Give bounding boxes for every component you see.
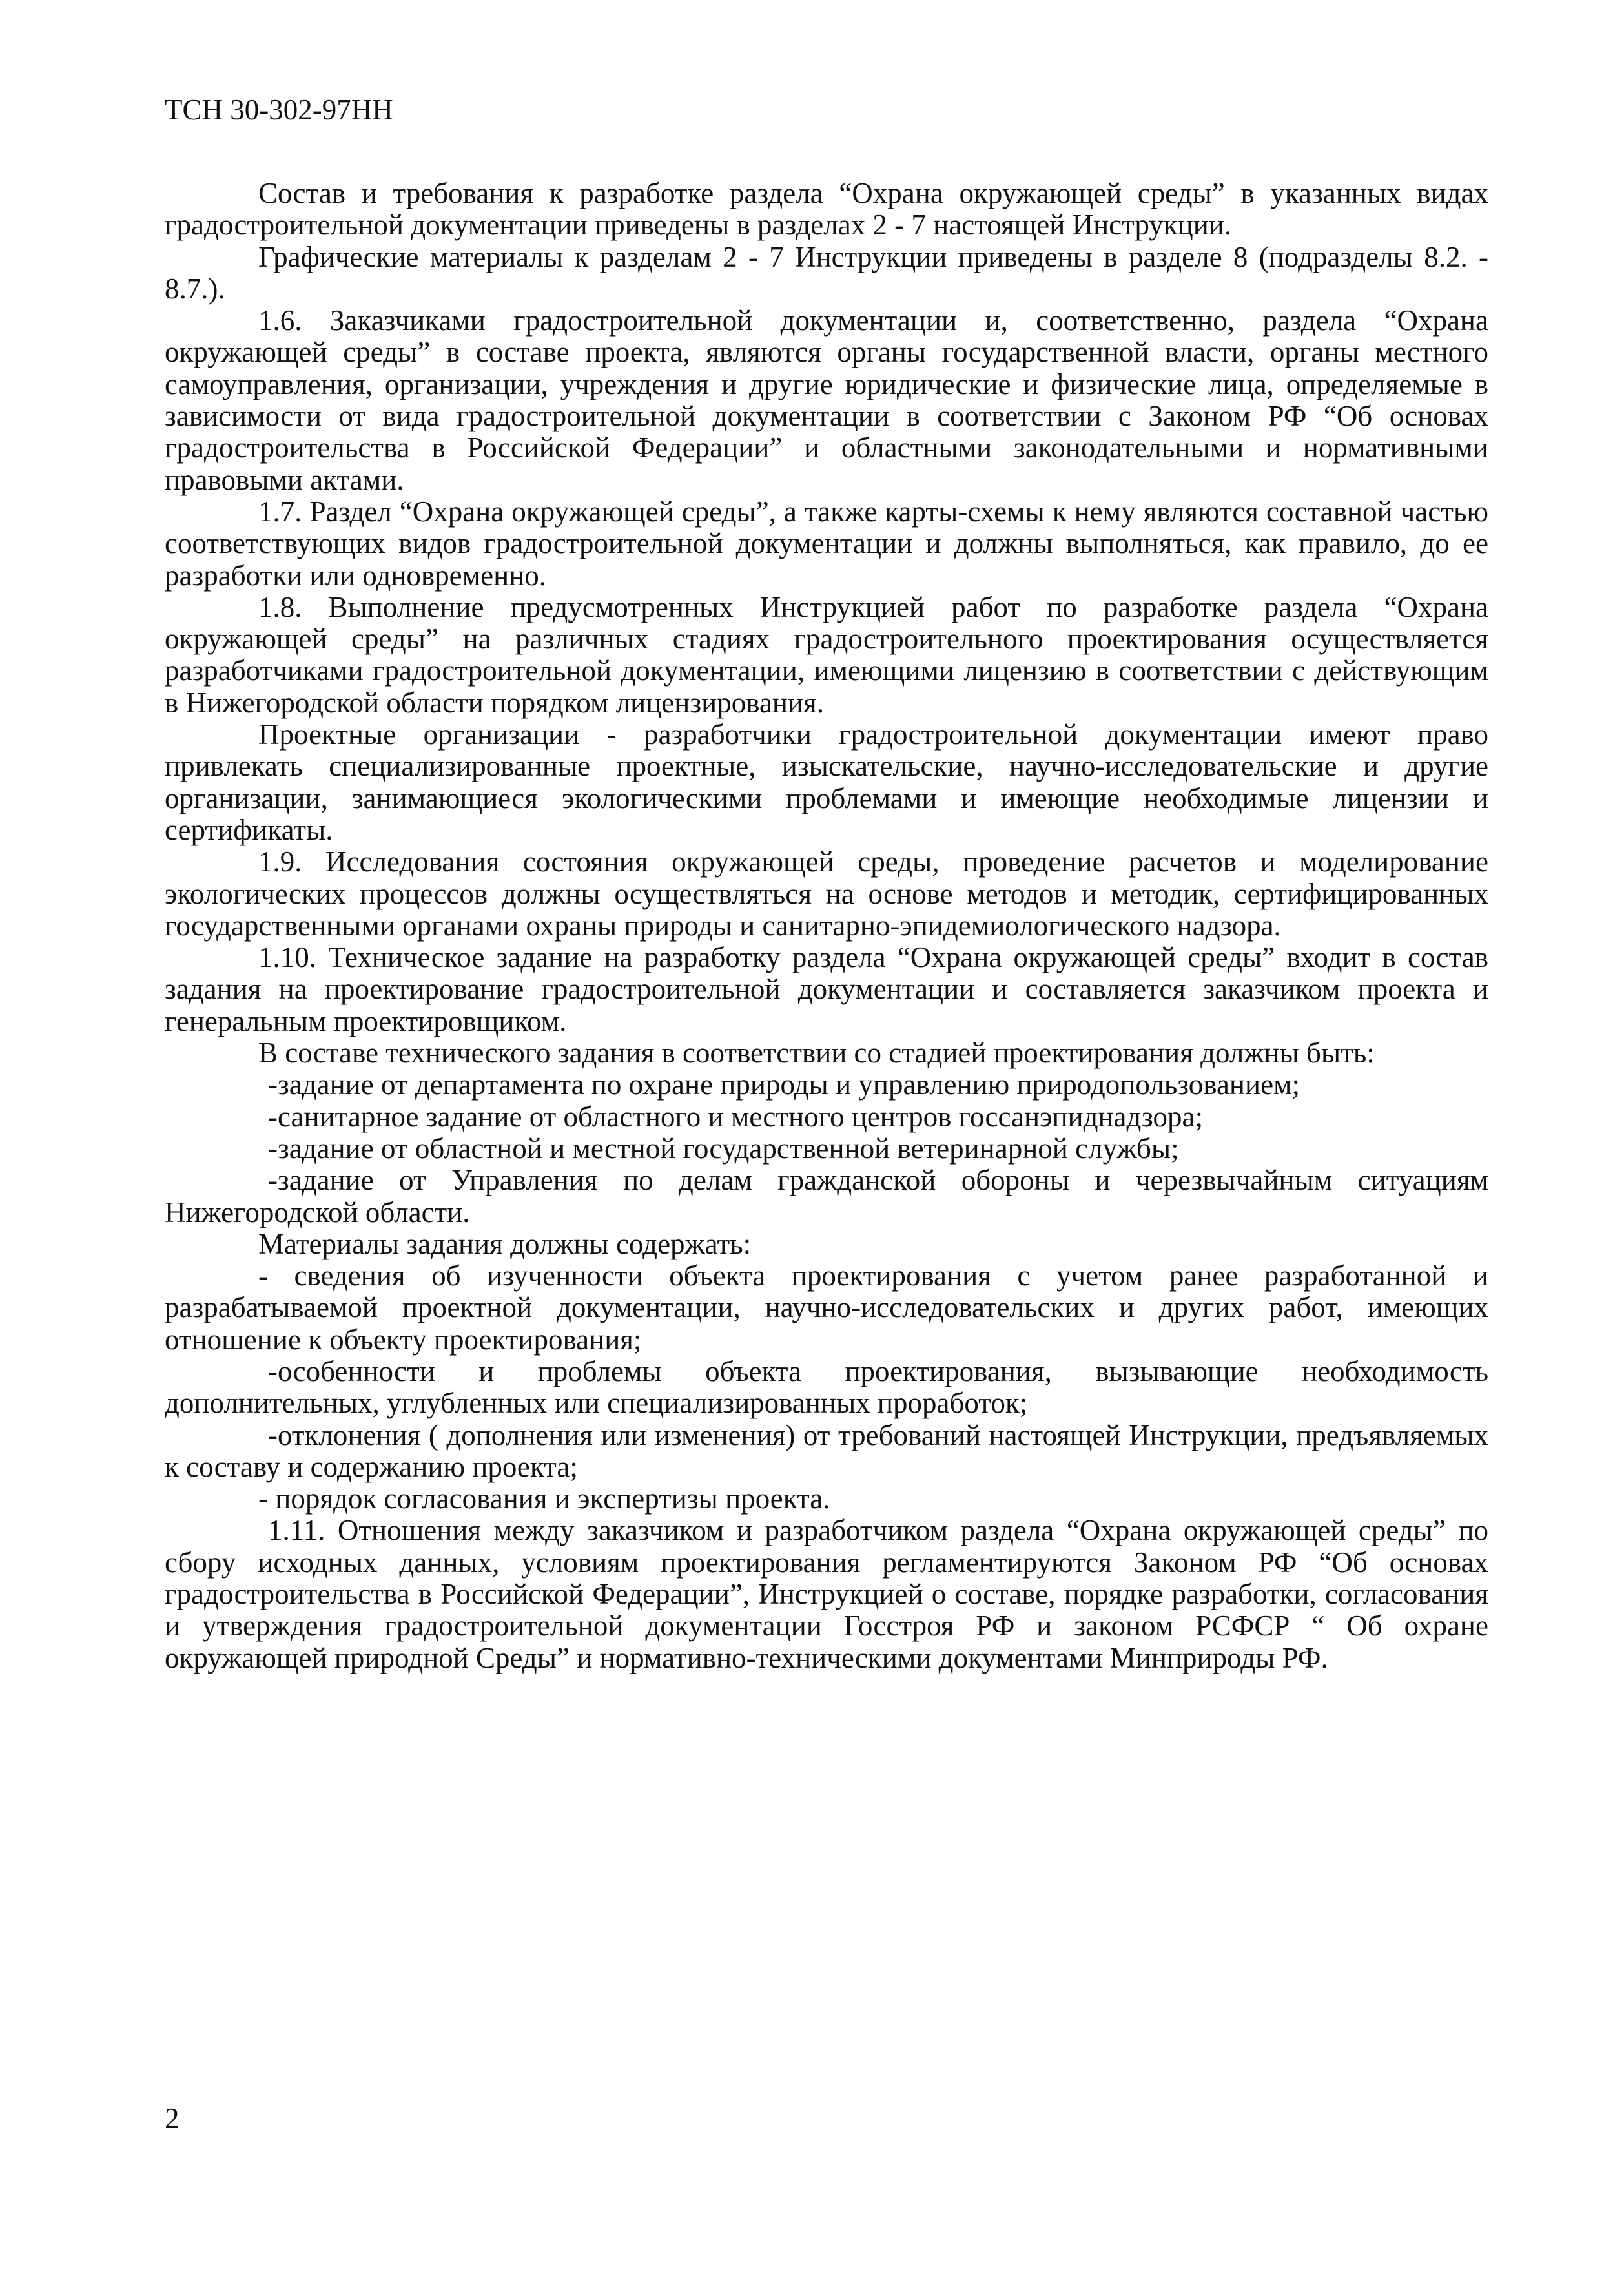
paragraph-materials-contain: Материалы задания должны содержать: (258, 1227, 752, 1260)
paragraph-1-6-customers: 1.6. Заказчиками градостроительной документации и, соответственно, раздела “Охрана окружающей среды” в составе проекта, являются органы государственной власти, органы местного самоуправления, организации, учреждения и другие юридические и физические лица, определяемые в зависимости от вида градостроительной документации в соответствии с Законом РФ “Об основах градостроительства в Российской Федерации” и областными законодательными и нормативными правовыми актами. (165, 304, 1488, 496)
list-item-features-problems: -особенности и проблемы объекта проектирования, вызывающие необходимость дополнительных, углубленных или специализированных проработок; (165, 1354, 1488, 1420)
paragraph-1-11-relations: 1.11. Отношения между заказчиком и разработчиком раздела “Охрана окружающей среды” по сбору исходных данных, условиям проектирования регламентируются Законом РФ “Об основах градостроительства в Российской Федерации”, Инструкцией о составе, порядке разработки, согласования и утверждения градостроительной документации Госстроя РФ и законом РСФСР “ Об охране окружающей природной Среды” и нормативно-техническими документами Минприроды РФ. (165, 1514, 1488, 1674)
paragraph-1-9-research: 1.9. Исследования состояния окружающей среды, проведение расчетов и моделирование экологических процессов должны осуществляться на основе методов и методик, сертифицированных государственными органами охраны природы и санитарно-эпидемиологического надзора. (165, 845, 1488, 942)
paragraph-1-10-technical-assignment: 1.10. Техническое задание на разработку раздела “Охрана окружающей среды” входит в состав задания на проектирование градостроительной документации и составляется заказчиком проекта и генеральным проектировщиком. (165, 941, 1488, 1037)
paragraph-graphic-materials: Графические материалы к разделам 2 - 7 Инструкции приведены в разделе 8 (подразделы 8.2. - 8.7.). (165, 240, 1488, 305)
list-item-nature-department: -задание от департамента по охране природы и управлению природопользованием; (268, 1068, 1300, 1101)
list-item-approval-procedure: - порядок согласования и экспертизы проекта. (258, 1482, 830, 1515)
document-body (165, 178, 1488, 1674)
list-item-study-info: - сведения об изученности объекта проектирования с учетом ранее разработанной и разрабатываемой проектной документации, научно-исследовательских и других работ, имеющих отношение к объекту проектирования; (165, 1259, 1488, 1356)
list-item-sanitary: -санитарное задание от областного и местного центров госсанэпиднадзора; (268, 1100, 1203, 1133)
document-code-header: ТСН 30-302-97НН (165, 94, 393, 126)
paragraph-composition-requirements: Состав и требования к разработке раздела “Охрана окружающей среды” в указанных видах градостроительной документации приведены в разделах 2 - 7 настоящей Инструкции. (165, 177, 1488, 242)
paragraph-1-7-section: 1.7. Раздел “Охрана окружающей среды”, а также карты-схемы к нему являются составной частью соответствующих видов градостроительной документации и должны выполняться, как правило, до ее разработки или одновременно. (165, 495, 1488, 592)
paragraph-assignment-composition: В составе технического задания в соответствии со стадией проектирования должны быть: (258, 1037, 1375, 1070)
list-item-veterinary: -задание от областной и местной государственной ветеринарной службы; (268, 1132, 1179, 1165)
paragraph-design-organizations: Проектные организации - разработчики градостроительной документации имеют право привлекать специализированные проектные, изыскательские, научно-исследовательские и другие организации, занимающиеся экологическими проблемами и имеющие необходимые лицензии и сертификаты. (165, 718, 1488, 846)
list-item-civil-defense: -задание от Управления по делам гражданской обороны и черезвычайным ситуациям Нижегородской области. (165, 1164, 1488, 1228)
page-number: 2 (165, 2102, 180, 2135)
list-item-deviations: -отклонения ( дополнения или изменения) от требований настоящей Инструкции, предъявляемых к составу и содержанию проекта; (165, 1418, 1488, 1483)
paragraph-1-8-execution: 1.8. Выполнение предусмотренных Инструкцией работ по разработке раздела “Охрана окружающей среды” на различных стадиях градостроительного проектирования осуществляется разработчиками градостроительной документации, имеющими лицензию в соответствии с действующим в Нижегородской области порядком лицензирования. (165, 590, 1488, 719)
